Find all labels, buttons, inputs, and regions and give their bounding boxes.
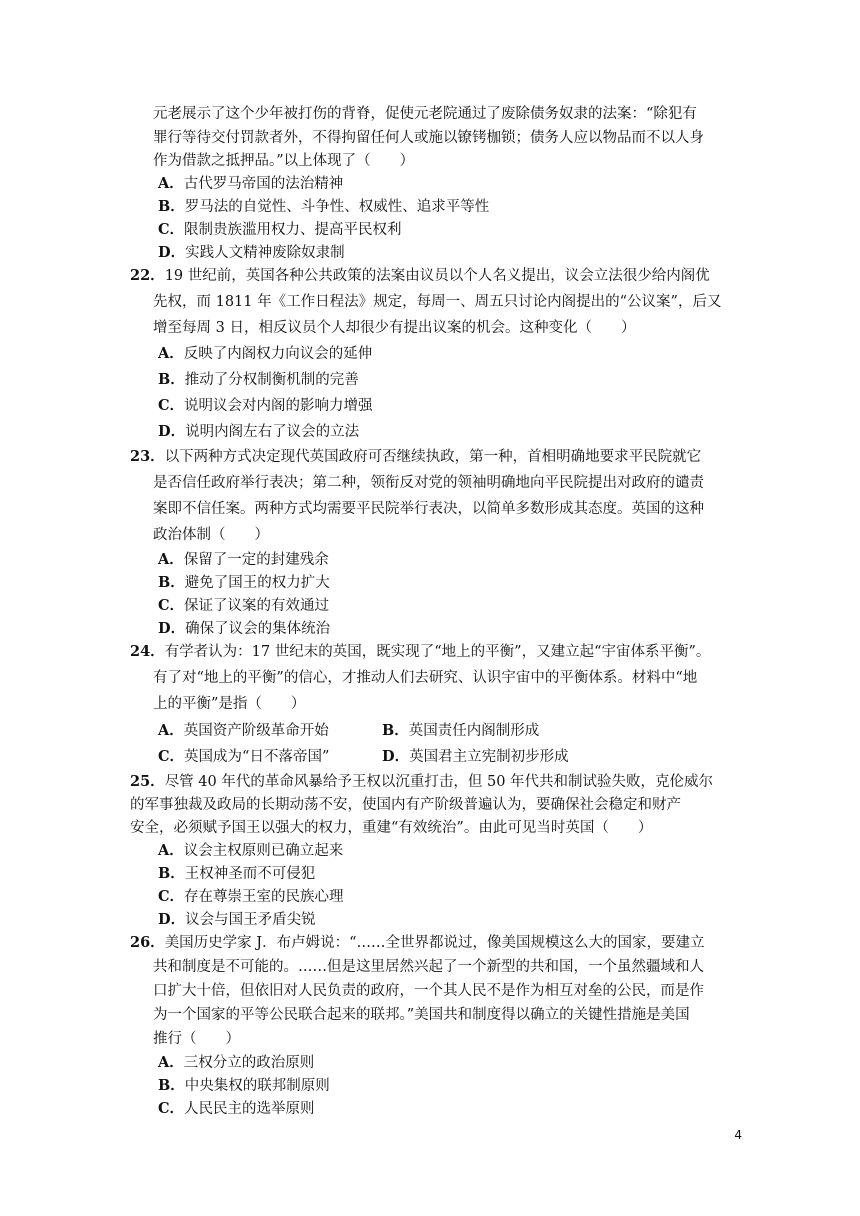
q24-text-line-1 [130,641,710,663]
option-text: 古代罗马帝国的法治精神 [183,176,344,192]
option-text: 限制贵族滥用权力、提高平民权利 [184,222,402,238]
q23-option-a [158,549,329,571]
question-number: 26． [130,934,165,951]
q22-text-line-2: 先权，而 1811 年《工作日程法》规定，每周一、周五只讨论内阁提出的“公议案”，后又 [153,294,722,310]
q25-option-d [158,909,316,931]
option-letter: D． [382,748,410,765]
question-text: 有学者认为：17 世纪末的英国，既实现了“地上的平衡”，又建立起“宇宙体系平衡”。 [164,644,711,660]
option-text: 罗马法的自觉性、斗争性、权威性、追求平等性 [184,199,490,215]
q24-option-d [382,746,569,768]
option-text: 王权神圣而不可侵犯 [184,866,316,882]
q26-text-line-3: 口扩大十倍，但依旧对人民负责的政府，一个其人民不是作为相互对垒的公民，而是作 [153,983,704,999]
question-text: 尽管 40 年代的革命风暴给予王权以沉重打击，但 50 年代共和制试验失败，克伦威尔 [164,774,714,790]
option-letter: C． [158,397,185,414]
option-text: 英国资产阶级革命开始 [183,723,329,739]
question-text: 19 世纪前，英国各种公共政策的法案由议员以个人名义提出，议会立法很少给内阁优 [164,268,710,284]
q25-option-b [158,863,315,885]
q21-text-line-3: 作为借款之抵押品。”以上体现了（ ） [153,153,415,169]
q25-text-line-3: 安全，必须赋予国王以强大的权力，重建“有效统治”。由此可见当时英国（ ） [130,820,653,836]
question-number: 25． [130,773,165,790]
option-text: 英国成为“日不落帝国” [184,749,330,765]
q26-text-line-1 [130,932,705,954]
option-letter: B． [158,371,185,388]
q22-option-c [158,395,373,417]
option-text: 保留了一定的封建残余 [183,552,329,568]
option-text: 说明内阁左右了议会的立法 [185,424,360,440]
q22-text-line-1 [130,265,710,287]
q23-option-b [158,572,330,594]
option-letter: C． [158,888,185,905]
option-letter: D． [158,620,186,637]
question-number: 23． [130,448,165,465]
option-text: 人民民主的选举原则 [184,1101,315,1117]
option-letter: C． [158,1100,185,1117]
q25-text-line-1 [130,771,713,793]
option-text: 英国责任内阁制形成 [408,723,540,739]
option-text: 保证了议案的有效通过 [184,598,330,614]
option-letter: A． [158,175,184,192]
option-text: 实践人文精神废除奴隶制 [185,245,345,261]
q24-option-c [158,746,329,768]
option-letter: C． [158,748,185,765]
option-letter: C． [158,221,185,238]
q23-text-line-3: 案即不信任案。两种方式均需要平民院举行表决，以简单多数形成其态度。英国的这种 [153,501,704,517]
option-letter: B． [382,722,409,739]
q24-option-b [382,720,539,742]
option-letter: D． [158,423,186,440]
option-letter: B． [158,1077,185,1094]
q21-option-d [158,242,345,264]
option-letter: C． [158,597,185,614]
q26-text-line-4: 为一个国家的平等公民联合起来的联邦。”美国共和制度得以确立的关键性措施是美国 [153,1007,690,1023]
option-letter: B． [158,198,185,215]
q26-text-line-2: 共和制度是不可能的。……但是这里居然兴起了一个新型的共和国，一个虽然疆域和人 [153,959,704,975]
option-text: 中央集权的联邦制原则 [184,1078,330,1094]
question-number: 24． [130,643,165,660]
q22-text-line-3: 增至每周 3 日，相反议员个人却很少有提出议案的机会。这种变化（ ） [153,320,636,336]
q25-text-line-2: 的军事独裁及政局的长期动荡不安，使国内有产阶级普遍认为，要确保社会稳定和财产 [130,797,681,813]
option-text: 反映了内阁权力向议会的延伸 [183,346,373,362]
q21-option-b [158,196,489,218]
q22-option-b [158,369,359,391]
q21-text-line-1: 元老展示了这个少年被打伤的背脊，促使元老院通过了废除债务奴隶的法案：“除犯有 [153,106,697,122]
option-text: 议会主权原则已确立起来 [183,843,344,859]
question-number: 22． [130,267,165,284]
option-letter: A． [158,1054,184,1071]
option-letter: B． [158,574,185,591]
q23-option-c [158,595,329,617]
q24-text-line-3: 上的平衡”是指（ ） [153,696,306,712]
q25-option-a [158,840,343,862]
option-text: 三权分立的政治原则 [183,1055,315,1071]
q26-option-c [158,1098,315,1120]
q25-option-c [158,886,344,908]
page-number: 4 [734,1128,742,1142]
option-letter: A． [158,722,184,739]
option-text: 议会与国王矛盾尖锐 [185,912,316,928]
option-text: 说明议会对内阁的影响力增强 [184,398,373,414]
option-text: 确保了议会的集体统治 [185,621,331,637]
option-text: 推动了分权制衡机制的完善 [184,372,359,388]
option-text: 英国君主立宪制初步形成 [409,749,569,765]
q21-option-a [158,173,343,195]
option-letter: B． [158,865,185,882]
option-text: 存在尊崇王室的民族心理 [184,889,344,905]
option-letter: A． [158,551,184,568]
q23-text-line-4: 政治体制（ ） [153,527,269,543]
q23-text-line-2: 是否信任政府举行表决；第二种，领衔反对党的领袖明确地向平民院提出对政府的谴责 [153,475,704,491]
q22-option-a [158,343,372,365]
q26-option-b [158,1075,330,1097]
q22-option-d [158,421,359,443]
q24-text-line-2: 有了对“地上的平衡”的信心，才推动人们去研究、认识宇宙中的平衡体系。材料中“地 [153,670,698,686]
q26-option-a [158,1052,314,1074]
q23-text-line-1 [130,446,701,468]
option-letter: D． [158,911,186,928]
q26-text-line-5: 推行（ ） [153,1031,240,1047]
q21-text-line-2: 罪行等待交付罚款者外，不得拘留任何人或施以镣铐枷锁；债务人应以物品而不以人身 [153,130,704,146]
question-text: 以下两种方式决定现代英国政府可否继续执政，第一种，首相明确地要求平民院就它 [164,449,702,465]
q24-option-a [158,720,329,742]
q23-option-d [158,618,330,640]
question-text: 美国历史学家 J．布卢姆说：“……全世界都说过，像美国规模这么大的国家，要建立 [164,935,705,951]
option-text: 避免了国王的权力扩大 [184,575,330,591]
option-letter: A． [158,842,184,859]
option-letter: D． [158,244,186,261]
q21-option-c [158,219,402,241]
option-letter: A． [158,345,184,362]
